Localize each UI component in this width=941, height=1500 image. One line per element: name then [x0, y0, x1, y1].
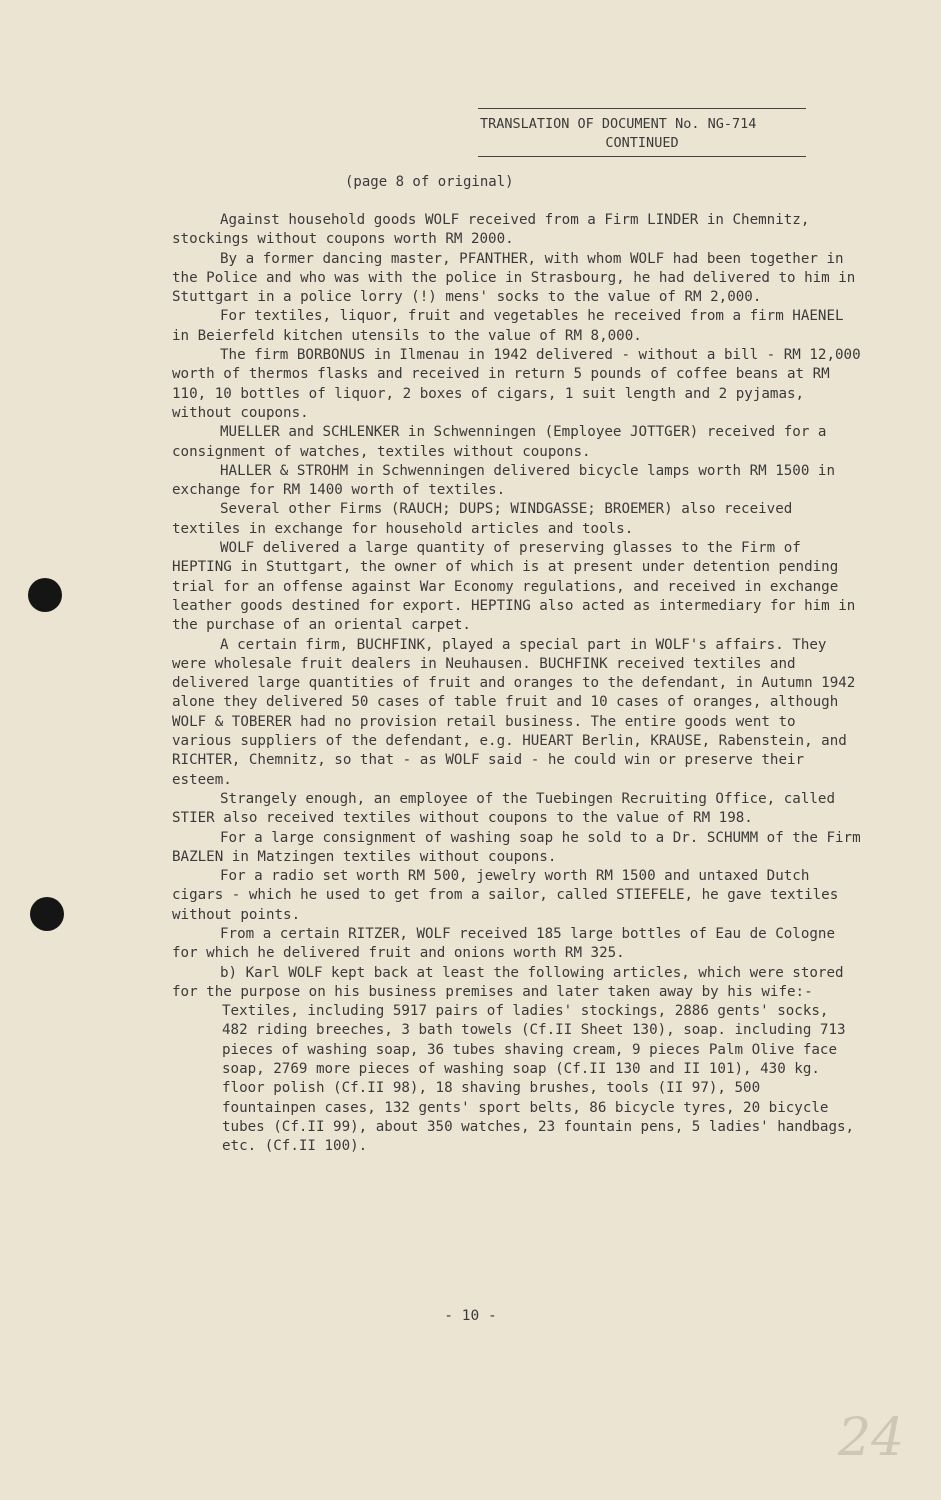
paragraph: By a former dancing master, PFANTHER, with whom WOLF had been together in the Police and who was with the police in Strasbourg, he had delivered to him in Stuttgart in a police lorry (!) mens' socks to the value of RM 2,000.	[172, 250, 856, 306]
paragraph: MUELLER and SCHLENKER in Schwenningen (Employee JOTTGER) received for a consignment of watches, textiles without coupons.	[172, 424, 827, 460]
paragraph: Against household goods WOLF received from a Firm LINDER in Chemnitz, stockings without coupons worth RM 2000.	[172, 212, 810, 248]
header-title: TRANSLATION OF DOCUMENT No. NG-714	[480, 116, 757, 132]
paragraph: From a certain RITZER, WOLF received 185 large bottles of Eau de Cologne for which he delivered fruit and onions worth RM 325.	[172, 925, 835, 962]
paragraph: WOLF delivered a large quantity of preserving glasses to the Firm of HEPTING in Stuttgart, the owner of which is at present under detention pending trial for an offense against War Economy regulations, and received in exchange leather goods destined for export. HEPTING also acted as intermediary for him in the purchase of an oriental carpet.	[172, 540, 856, 634]
archive-stamp-number: 24	[838, 1408, 905, 1468]
header-rule-top	[478, 108, 806, 109]
page-number: - 10 -	[444, 1308, 497, 1324]
punch-hole	[30, 897, 64, 931]
document-header	[478, 108, 806, 157]
paragraph: For textiles, liquor, fruit and vegetables he received from a firm HAENEL in Beierfeld kitchen utensils to the value of RM 8,000.	[172, 308, 844, 344]
document-body	[172, 211, 862, 1157]
paragraph: For a large consignment of washing soap he sold to a Dr. SCHUMM of the Firm BAZLEN in Matzingen textiles without coupons.	[172, 829, 861, 865]
paragraph: Strangely enough, an employee of the Tuebingen Recruiting Office, called STIER also received textiles without coupons to the value of RM 198.	[172, 790, 835, 827]
paragraph: b) Karl WOLF kept back at least the following articles, which were stored for the purpose on his business premises and later taken away by his wife:-	[172, 964, 844, 1000]
paragraph: A certain firm, BUCHFINK, played a special part in WOLF's affairs. They were wholesale fruit dealers in Neuhausen. BUCHFINK received textiles and delivered large quantities of fruit and oranges to the defendant, in Autumn 1942 alone they delivered 50 cases of table fruit and 10 cases of oranges, although WOLF & TOBERER had no provision retail business. The entire goods went to various suppliers of the defendant, e.g. HUEART Berlin, KRAUSE, Rabenstein, and RICHTER, Chemnitz, so that - as WOLF said - he could win or preserve their esteem.	[172, 636, 856, 788]
header-subtitle: CONTINUED	[605, 135, 679, 151]
article-list: Textiles, including 5917 pairs of ladies' stockings, 2886 gents' socks, 482 riding breeches, 3 bath towels (Cf.II Sheet 130), soap. including 713 pieces of washing soap, 36 tubes shaving cream, 9 pieces Palm Olive face soap, 2769 more pieces of washing soap (Cf.II 130 and II 101), 430 kg. floor polish (Cf.II 98), 18 shaving brushes, tools (II 97), 500 fountainpen cases, 132 gents' sport belts, 86 bicycle tyres, 20 bicycle tubes (Cf.II 99), about 350 watches, 23 fountain pens, 5 ladies' handbags, etc. (Cf.II 100).	[222, 1003, 855, 1155]
header-rule-bottom	[478, 156, 806, 157]
page-reference: (page 8 of original)	[345, 174, 514, 190]
paragraph: Several other Firms (RAUCH; DUPS; WINDGASSE; BROEMER) also received textiles in exchange for household articles and tools.	[172, 501, 793, 537]
paragraph: The firm BORBONUS in Ilmenau in 1942 delivered - without a bill - RM 12,000 worth of thermos flasks and received in return 5 pounds of coffee beans at RM 110, 10 bottles of liquor, 2 boxes of cigars, 1 suit length and 2 pyjamas, without coupons.	[172, 347, 861, 421]
paragraph: For a radio set worth RM 500, jewelry worth RM 1500 and untaxed Dutch cigars - which he used to get from a sailor, called STIEFELE, he gave textiles without points.	[172, 868, 839, 923]
paragraph: HALLER & STROHM in Schwenningen delivered bicycle lamps worth RM 1500 in exchange for RM 1400 worth of textiles.	[172, 462, 835, 499]
punch-hole	[28, 578, 62, 612]
